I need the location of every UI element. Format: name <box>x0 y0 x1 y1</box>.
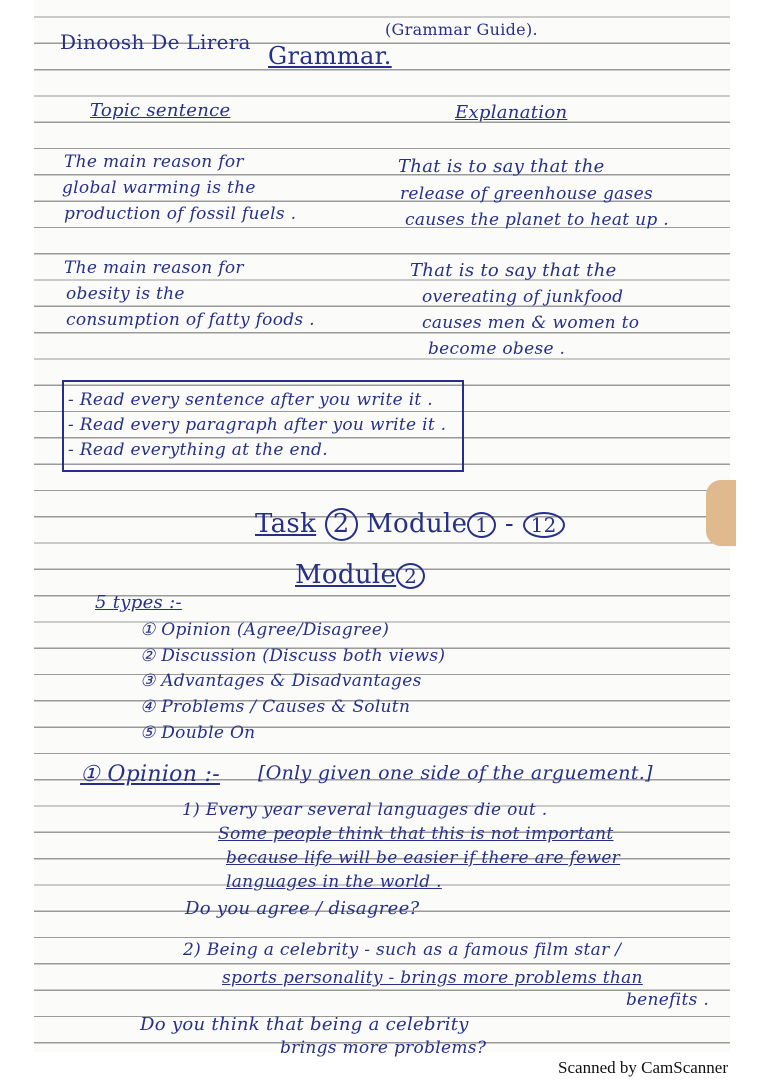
tip: - Read every paragraph after you write it . <box>68 415 447 435</box>
question-line: 1) Every year several languages die out . <box>182 800 548 820</box>
explanation-line: become obese . <box>428 339 566 359</box>
question-line: because life will be easier if there are fewer <box>226 848 621 868</box>
module-label: Module <box>295 560 397 590</box>
topic-line: obesity is the <box>66 284 185 304</box>
type-item: ⑤ Double On <box>140 723 256 743</box>
module-heading <box>295 560 425 590</box>
type-item: ① Opinion (Agree/Disagree) <box>140 620 390 640</box>
type-item: ④ Problems / Causes & Solutn <box>140 697 411 717</box>
opinion-heading: ① Opinion :- <box>80 762 220 787</box>
task-heading <box>255 508 565 541</box>
question-line: Do you think that being a celebrity <box>140 1014 469 1035</box>
question-line: brings more problems? <box>280 1038 487 1058</box>
topic-line: production of fossil fuels . <box>64 204 297 224</box>
task-label: Task <box>255 509 317 539</box>
type-item: ② Discussion (Discuss both views) <box>140 646 446 666</box>
question-line: languages in the world . <box>226 872 442 892</box>
thumb <box>706 480 736 546</box>
range-sep: - <box>504 509 514 539</box>
subtitle: (Grammar Guide). <box>385 20 538 39</box>
explanation-line: release of greenhouse gases <box>400 184 653 204</box>
question-line: sports personality - brings more problems than <box>222 968 643 988</box>
types-heading: 5 types :- <box>95 592 182 613</box>
tip: - Read every sentence after you write it . <box>68 390 433 410</box>
topic-line: The main reason for <box>64 258 244 278</box>
page-title: Grammar. <box>268 42 392 70</box>
question-line: Do you agree / disagree? <box>185 898 420 919</box>
range-start: 1 <box>467 512 496 538</box>
module-label: Module <box>366 509 468 539</box>
explanation-line: That is to say that the <box>410 260 617 281</box>
explanation-line: causes men & women to <box>422 313 640 333</box>
explanation-line: causes the planet to heat up . <box>405 210 669 230</box>
page-margin <box>0 0 34 1052</box>
topic-line: The main reason for <box>64 152 244 172</box>
question-line: 2) Being a celebrity - such as a famous film star / <box>183 940 622 960</box>
module-number: 2 <box>396 563 425 589</box>
explanation-line: That is to say that the <box>398 156 605 177</box>
author-name: Dinoosh De Lirera <box>60 30 251 54</box>
explanation-line: overeating of junkfood <box>422 287 624 307</box>
tip: - Read everything at the end. <box>68 440 328 460</box>
question-line: benefits . <box>626 990 710 1010</box>
task-number: 2 <box>325 508 358 541</box>
range-end: 12 <box>523 512 565 538</box>
topic-line: consumption of fatty foods . <box>66 310 315 330</box>
column-heading-topic: Topic sentence <box>90 100 231 121</box>
column-heading-explanation: Explanation <box>455 102 568 123</box>
scanner-watermark: Scanned by CamScanner <box>558 1058 728 1077</box>
question-line: Some people think that this is not important <box>218 824 614 844</box>
topic-line: global warming is the <box>62 178 256 198</box>
type-item: ③ Advantages & Disadvantages <box>140 671 422 691</box>
opinion-note: [Only given one side of the arguement.] <box>258 762 653 784</box>
